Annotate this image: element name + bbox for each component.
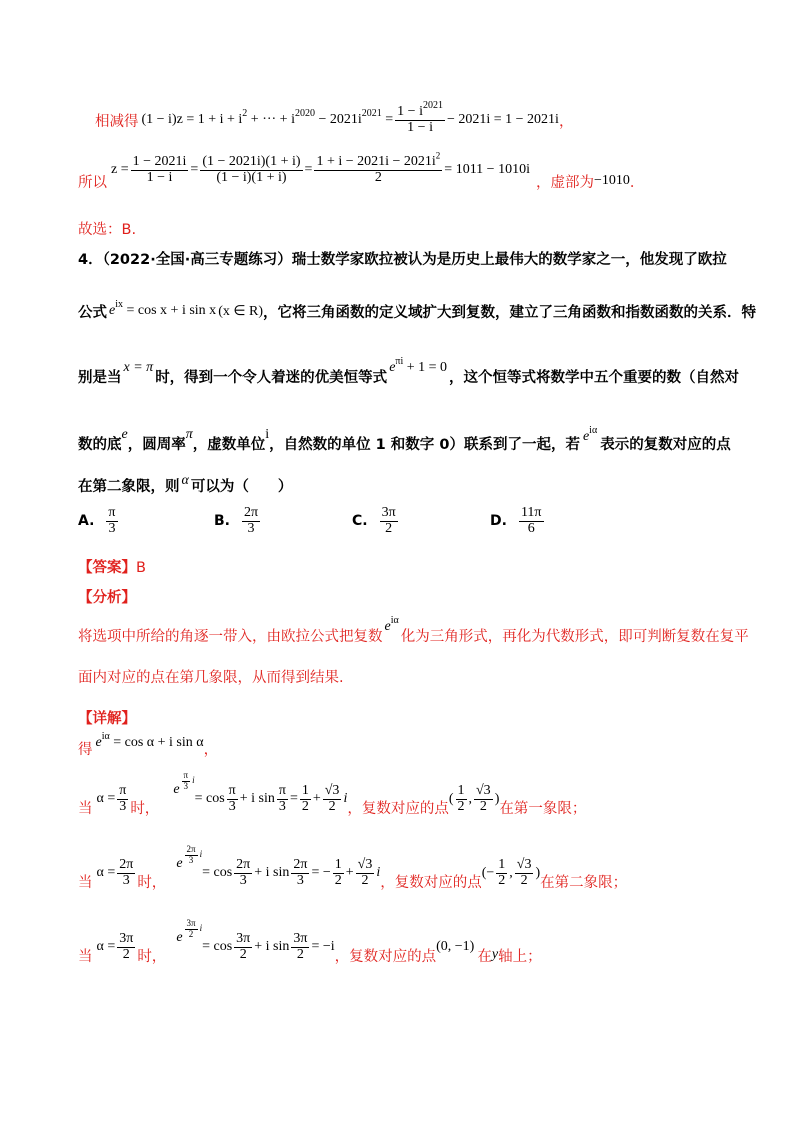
euler-formula: $e^{ix} = \cos x + i$ sin x — [109, 299, 217, 318]
so-frac-1: $\frac{1 - 2021i}{1 - i}$ — [132, 153, 187, 185]
answer-line — [78, 556, 146, 577]
so-eq-1: = — [190, 162, 199, 177]
option-b[interactable]: B. $\frac{2\pi}{3}$ — [214, 505, 259, 536]
symbol-e: e — [121, 427, 128, 442]
so-result: = 1011 − 1010i — [444, 162, 530, 177]
answer-value: B — [136, 560, 146, 576]
detail-euler: $e^{i\alpha} = \cos \alpha + i$ sin α — [95, 731, 204, 750]
symbol-alpha: α — [181, 473, 189, 488]
symbol-pi: π — [185, 427, 193, 442]
option-d[interactable]: D. $\frac{11\pi}{6}$ — [490, 505, 542, 536]
so-frac-2: $\frac{(1 - 2021i)(1 + i)}{(1 - i)(1 + i)}$ — [202, 153, 301, 185]
case-1-exp: e $^{\frac{\pi}{3} i}$ — [173, 770, 195, 798]
analysis-line-2: 面内对应的点在第几象限，从而得到结果. — [78, 670, 344, 686]
case-2-cos-arg: $\frac{2\pi}{3}$ — [236, 856, 251, 888]
answer-tag: 【答案】 — [78, 560, 136, 576]
case-3-sin-arg: $\frac{3\pi}{2}$ — [293, 930, 308, 962]
so-suffix: ，虚部为 — [535, 174, 594, 191]
question-line-4: 数的底 e ，圆周率 π ，虚数单位 i ，自然数的单位 1 和数字 0）联系到了一起，若 $e^{i\alpha}$ 表示的复数对应的点 — [78, 425, 731, 453]
question-line-5: 在第二象限，则 α 可以为（ ） — [78, 473, 293, 495]
case-2-imag: $\frac{√3}{2}$ — [357, 856, 373, 888]
case-2-point: (− $\frac{1}{2}$ , $\frac{√3}{2}$ ) — [481, 856, 541, 888]
case-2: 当 α = $\frac{2\pi}{3}$ 时， e $^{\frac{2\pi}{3} i}$ = cos $\frac{2\pi}{3}$ + i sin $\frac{2\pi}{3}$ = − $\frac{1}{2}$ + $\frac{√3}{2}$ i ，复数对应的点 (− $\frac{1}{2}$ , $\frac{√3}{2}$ ) 在第二象限； — [78, 844, 628, 891]
case-2-real: $\frac{1}{2}$ — [334, 856, 342, 888]
condition-x-pi: x = π — [123, 360, 154, 375]
detail-tag: 【详解】 — [78, 711, 136, 727]
analysis-line-1: 将选项中所给的角逐一带入，由欧拉公式把复数 $e^{i\alpha}$ 化为三角形式，再化为代数形式，即可判断复数在复平 — [78, 615, 749, 645]
case-1-alpha: $\frac{\pi}{3}$ — [119, 782, 127, 814]
case-1-cos-arg: $\frac{\pi}{3}$ — [228, 782, 236, 814]
case-1-point: ( $\frac{1}{2}$ , $\frac{√3}{2}$ ) — [448, 782, 500, 814]
case-1-real: $\frac{1}{2}$ — [301, 782, 309, 814]
so-z: z = — [111, 162, 129, 177]
case-3-point: (0, −1) — [436, 939, 475, 954]
case-3-exp: e $^{\frac{3\pi}{2} i}$ — [176, 918, 203, 946]
option-c-value: $\frac{3\pi}{2}$ — [381, 505, 396, 536]
case-3: 当 α = $\frac{3\pi}{2}$ 时， e $^{\frac{3\pi}{2} i}$ = cos $\frac{3\pi}{2}$ + i sin $\frac{3\pi}{2}$ = −i ，复数对应的点 (0, −1) 在 y 轴上； — [78, 918, 542, 965]
symbol-i: i — [265, 427, 270, 442]
case-1-sin-arg: $\frac{\pi}{3}$ — [278, 782, 286, 814]
so-end: ． — [629, 174, 645, 191]
symbol-e-ialpha: $e^{i\alpha}$ — [582, 425, 598, 444]
option-c[interactable]: C. $\frac{3\pi}{2}$ — [352, 505, 396, 536]
case-3-alpha: $\frac{3\pi}{2}$ — [119, 930, 134, 962]
subtract-comma: ， — [558, 113, 574, 130]
case-2-alpha: $\frac{2\pi}{3}$ — [119, 856, 134, 888]
euler-domain: (x ∈ R) — [218, 303, 264, 319]
case-1: 当 α = $\frac{\pi}{3}$ 时， e $^{\frac{\pi}{3} i}$ = cos $\frac{\pi}{3}$ + i sin $\frac{\pi}{3}$ = $\frac{1}{2}$ + $\frac{√3}{2}$ i ，复数对应的点 ( $\frac{1}{2}$ , $\frac{√3}{2}$ ) 在第一象限； — [78, 770, 587, 817]
option-a[interactable]: A. $\frac{\pi}{3}$ — [78, 505, 116, 536]
question-line-2: 公式 $e^{ix} = \cos x + i$ sin x (x ∈ R) ，它将三角函数的定义域扩大到复数，建立了三角函数和指数函数的关系．特 — [78, 299, 757, 321]
case-3-cos-arg: $\frac{3\pi}{2}$ — [236, 930, 251, 962]
case-1-imag: $\frac{√3}{2}$ — [324, 782, 340, 814]
so-frac-3: $\frac{1 + i - 2021i - 2021i^2}{2}$ — [316, 150, 441, 185]
choose-line: 故选：B. — [78, 222, 137, 238]
option-d-value: $\frac{11\pi}{6}$ — [520, 505, 542, 536]
detail-line-1: 得 $e^{i\alpha} = \cos \alpha + i$ sin α ， — [78, 731, 219, 758]
analysis-tag: 【分析】 — [78, 590, 136, 606]
option-a-value: $\frac{\pi}{3}$ — [108, 505, 116, 536]
case-3-axis: y — [491, 947, 499, 962]
subtract-eq: $(1 - i)z = 1 + i + i^2$ + ··· + $i^{2020} - 2021i^{2021}$ = — [141, 108, 394, 127]
analysis-e-ialpha: $e^{i\alpha}$ — [384, 615, 399, 634]
euler-identity: $e^{\pi i} + 1 = 0$ — [389, 356, 448, 375]
subtract-fraction: $\frac{1 - i^{2021}}{1 - i}$ — [397, 99, 443, 135]
subtraction-line — [95, 100, 573, 140]
so-imag: −1010 — [593, 173, 630, 188]
option-b-value: $\frac{2\pi}{3}$ — [244, 505, 259, 536]
case-2-exp: e $^{\frac{2\pi}{3} i}$ — [176, 844, 203, 872]
case-2-sin-arg: $\frac{2\pi}{3}$ — [293, 856, 308, 888]
so-line — [78, 148, 644, 192]
subtract-prefix: 相减得 — [95, 113, 139, 130]
subtract-tail: − 2021i = 1 − 2021i — [446, 112, 559, 127]
question-line-3: 别是当 x = π 时，得到一个令人着迷的优美恒等式 $e^{\pi i} + 1 = 0$ ，这个恒等式将数学中五个重要的数（自然对 — [78, 356, 740, 386]
so-prefix: 所以 — [78, 174, 107, 191]
so-eq-2: = — [304, 162, 313, 177]
question-line-1: 4．（2022·全国·高三专题练习）瑞士数学家欧拉被认为是历史上最伟大的数学家之一，他发现了欧拉 — [78, 252, 727, 268]
